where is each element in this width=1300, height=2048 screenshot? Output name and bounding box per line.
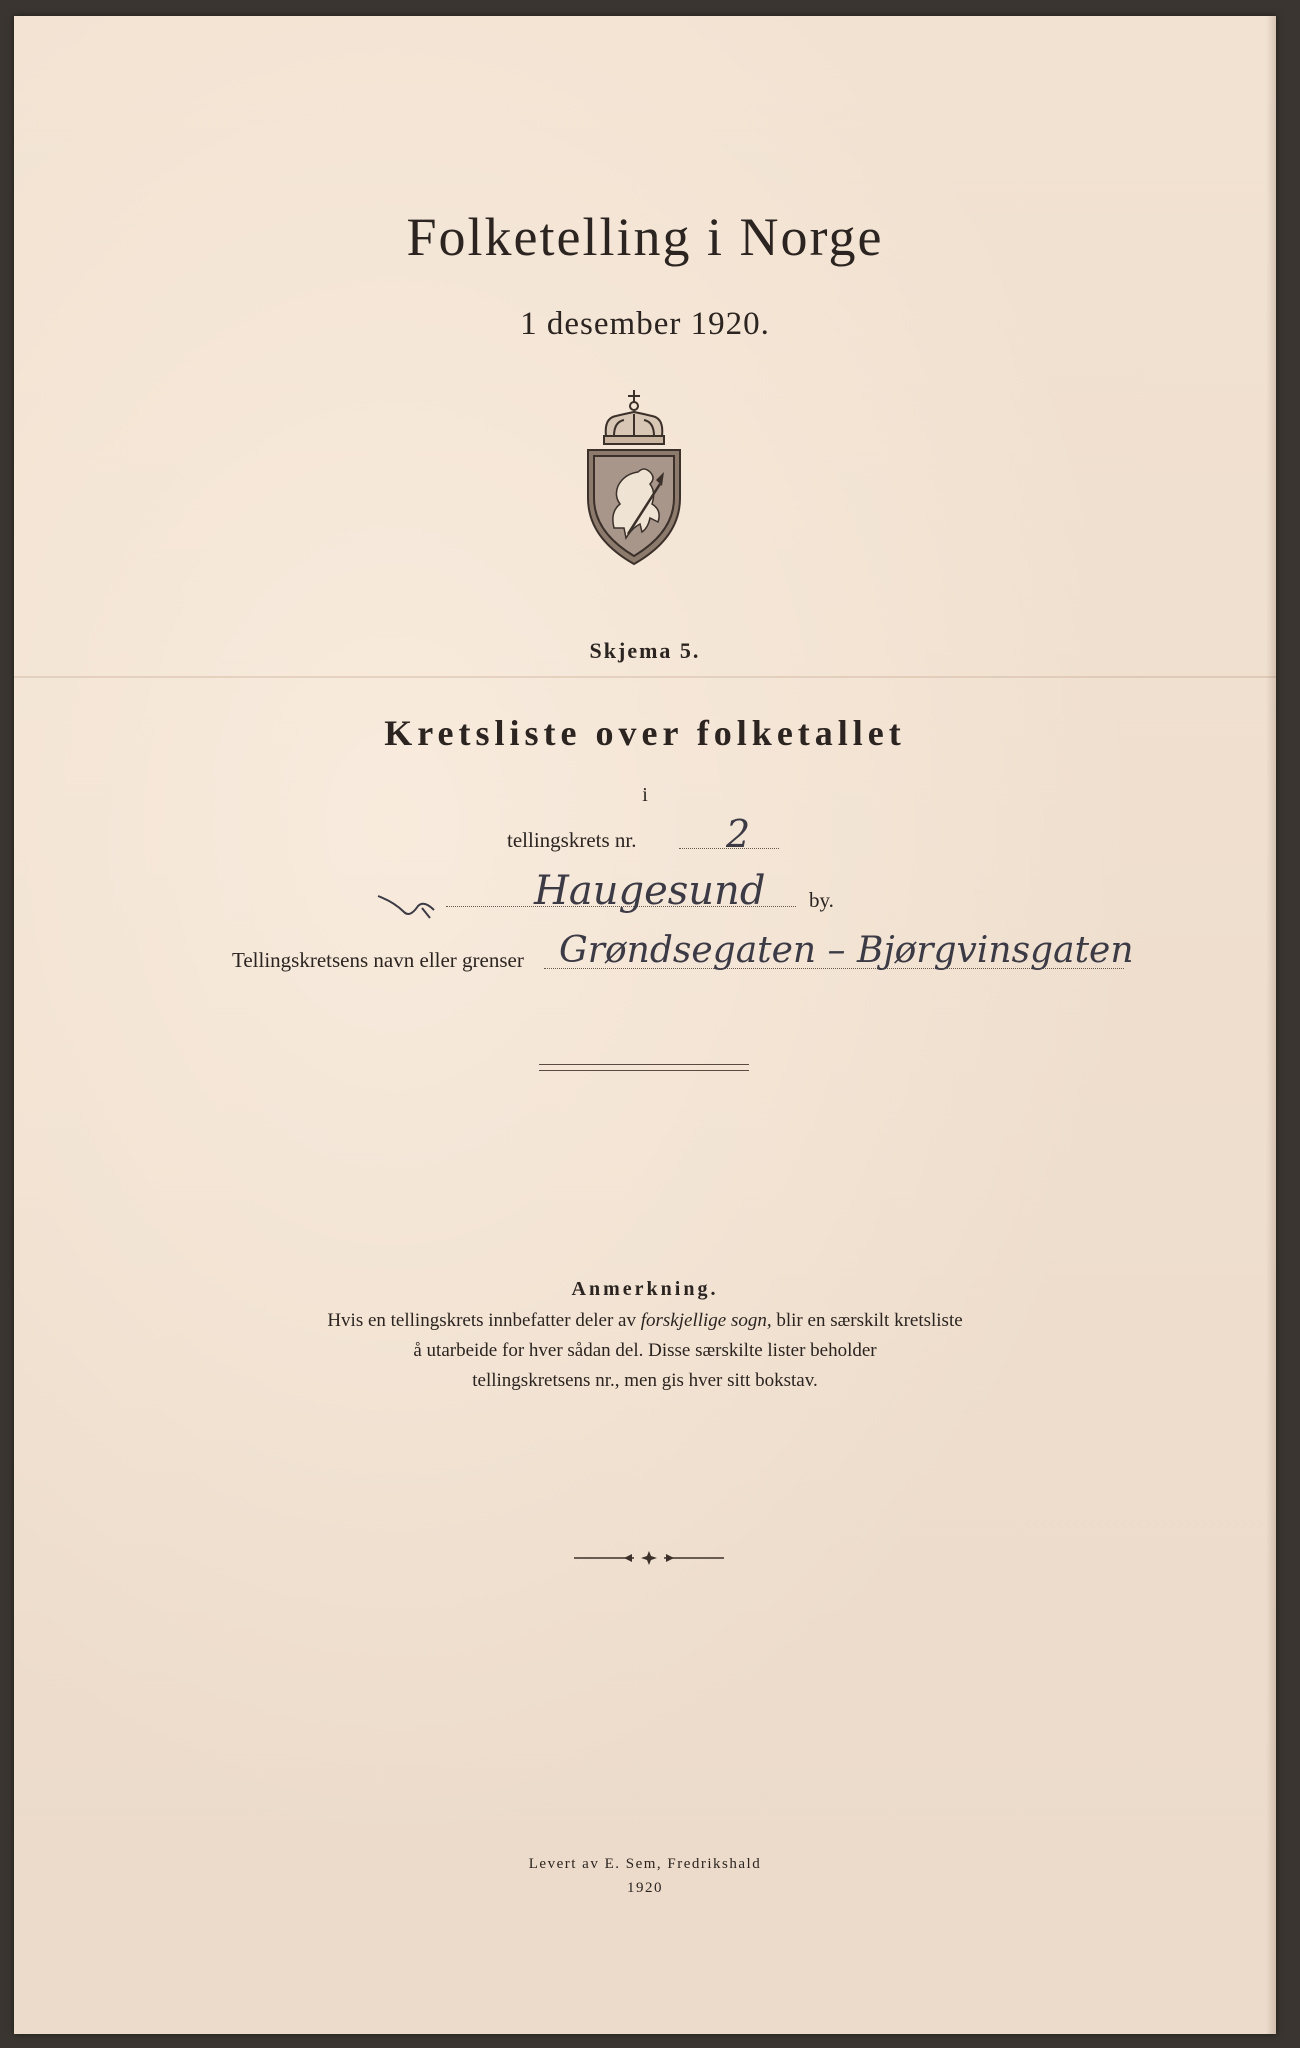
handwritten-mark-icon [374,888,454,924]
printer-credit: Levert av E. Sem, Fredrikshald [528,1856,762,1872]
form-heading: Kretsliste over folketallet [384,713,906,753]
boundaries-value: Grøndsegaten – Bjørgvinsgaten [559,930,1134,971]
town-name-value: Haugesund [534,868,766,914]
town-suffix: by. [809,888,834,912]
printer-year: 1920 [627,1880,663,1896]
district-label: tellingskrets nr. [507,828,637,852]
district-number-value: 2 [726,812,751,856]
preposition-i: i [642,784,648,806]
norwegian-coat-of-arms-icon [584,388,684,568]
note-line-2: å utarbeide for hver sådan del. Disse særskilte lister beholder [413,1340,877,1361]
note-heading: Anmerkning. [571,1278,719,1300]
paper-fold [14,676,1276,678]
boundaries-label: Tellingskretsens navn eller grenser [232,948,524,972]
document-title: Folketelling i Norge [406,207,884,267]
schema-number: Skjema 5. [589,638,701,663]
note-line-1-start: Hvis en tellingskrets innbefatter deler av [327,1310,641,1331]
double-rule-divider [539,1064,749,1071]
note-line-1 [14,1310,1276,1332]
note-line-1-end: blir en særskilt kretsliste [771,1310,963,1331]
census-date: 1 desember 1920. [520,306,770,342]
census-form-page [14,16,1276,2034]
ornamental-divider-icon [574,1550,724,1566]
note-line-1-emphasis: forskjellige sogn, [640,1310,772,1331]
note-line-3: tellingskretsens nr., men gis hver sitt bokstav. [472,1370,818,1391]
